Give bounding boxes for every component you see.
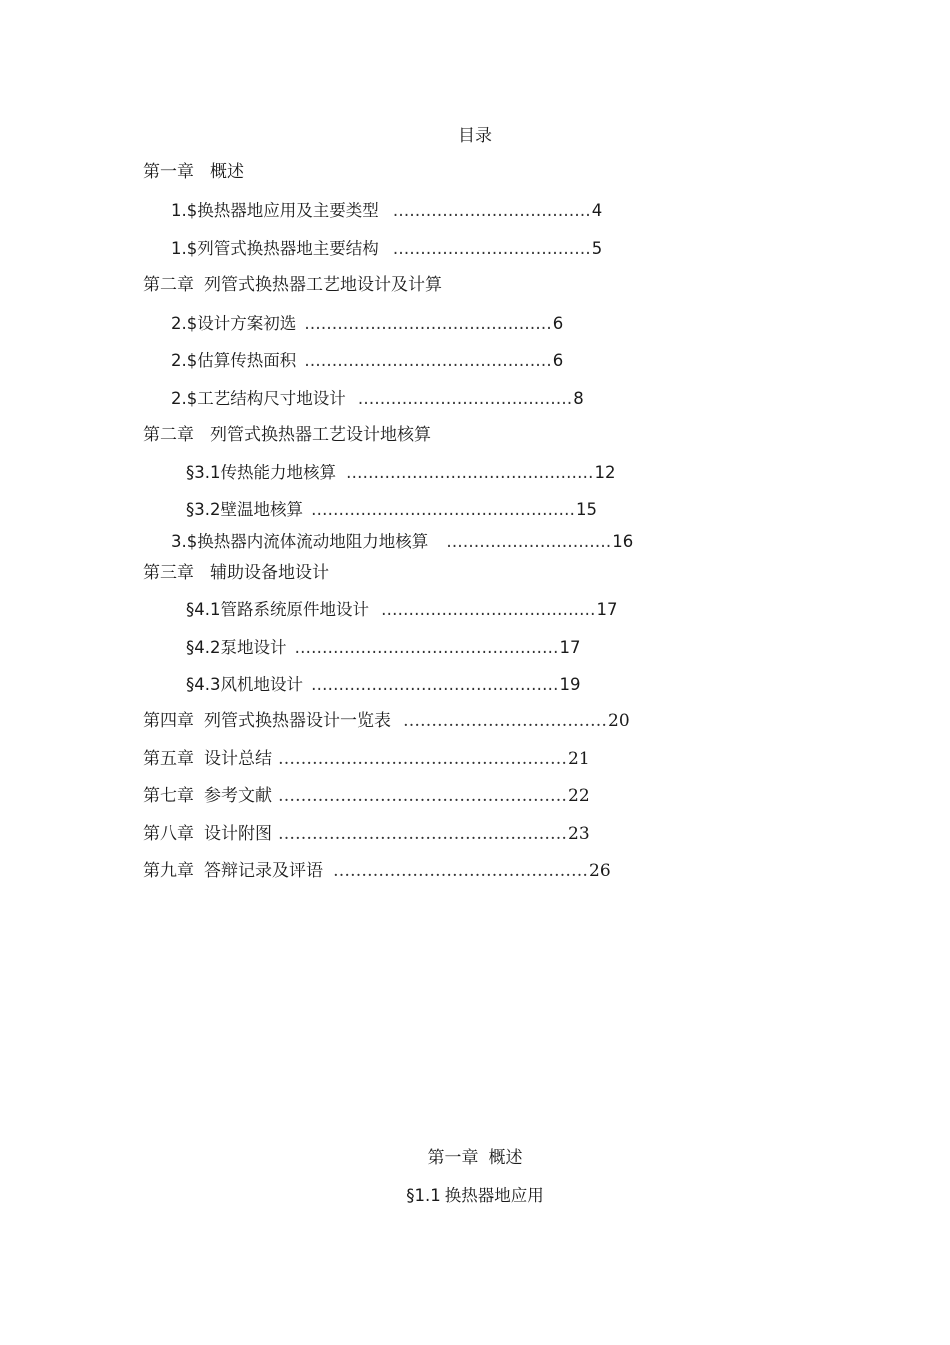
toc-entry-label: 2.$ xyxy=(171,351,198,370)
toc-chapter-title: 设计总结 xyxy=(204,749,272,769)
toc-entry-label: 3.$ xyxy=(171,532,198,551)
toc-entry-4-1[interactable] xyxy=(186,600,618,620)
toc-leader-dots: ……………………………………… xyxy=(304,351,552,370)
chapter-heading-label: 第一章 xyxy=(427,1148,479,1168)
toc-entry-label: §4.1 xyxy=(186,600,221,619)
toc-chapter-label: 第二章 xyxy=(143,275,194,295)
toc-entry-label: §3.2 xyxy=(186,500,221,519)
toc-chapter-label: 第九章 xyxy=(143,861,194,881)
toc-leader-dots: ……………………………………… xyxy=(346,463,594,482)
toc-entry-title: 工艺结构尺寸地设计 xyxy=(197,389,346,408)
toc-leader-dots: ……………………………………… xyxy=(304,314,552,333)
toc-entry-label: 2.$ xyxy=(171,389,198,408)
toc-entry-1-1[interactable] xyxy=(171,201,602,221)
toc-entry-label: §4.3 xyxy=(186,675,221,694)
toc-chapter-3[interactable] xyxy=(143,425,431,445)
toc-page-number: 17 xyxy=(596,600,618,619)
toc-leader-dots: ……………………………… xyxy=(403,711,607,731)
toc-entry-3-2[interactable] xyxy=(186,500,597,520)
toc-entry-3-3[interactable] xyxy=(171,532,633,552)
toc-chapter-7[interactable] xyxy=(143,786,590,806)
toc-chapter-title: 列管式换热器设计一览表 xyxy=(204,711,391,731)
toc-chapter-label: 第七章 xyxy=(143,786,194,806)
toc-leader-dots: …………………………………………… xyxy=(278,786,567,806)
toc-page-number: 5 xyxy=(591,239,603,258)
toc-page-number: 26 xyxy=(589,861,611,881)
toc-leader-dots: ………………………………………… xyxy=(311,500,575,519)
toc-page-number: 15 xyxy=(576,500,597,519)
toc-leader-dots: ………………………………… xyxy=(381,600,596,619)
toc-page-number: 6 xyxy=(552,351,564,370)
toc-page-number: 8 xyxy=(573,389,584,408)
toc-entry-2-2[interactable] xyxy=(171,351,563,371)
toc-chapter-title: 辅助设备地设计 xyxy=(210,563,329,583)
toc-chapter-title: 列管式换热器工艺地设计及计算 xyxy=(204,275,442,295)
toc-entry-title: 泵地设计 xyxy=(220,638,287,657)
toc-entry-label: §3.1 xyxy=(186,463,221,482)
toc-leader-dots: …………………………………………… xyxy=(278,824,567,844)
toc-leader-dots: ……………………………………… xyxy=(333,861,588,881)
toc-entry-2-3[interactable] xyxy=(171,389,584,409)
toc-page-number: 21 xyxy=(568,749,590,769)
toc-chapter-8[interactable] xyxy=(143,824,590,844)
toc-entry-title: 管路系统原件地设计 xyxy=(220,600,369,619)
toc-chapter-1[interactable] xyxy=(143,162,244,182)
toc-entry-4-3[interactable] xyxy=(186,675,581,695)
toc-entry-label: 2.$ xyxy=(171,314,198,333)
section-heading-title: 换热器地应用 xyxy=(444,1186,544,1205)
toc-entry-label: §4.2 xyxy=(186,638,221,657)
section-heading-label: §1.1 xyxy=(406,1186,441,1205)
toc-entry-title: 换热器地应用及主要类型 xyxy=(197,201,379,220)
toc-page-number: 17 xyxy=(559,638,581,657)
toc-entry-2-1[interactable] xyxy=(171,314,563,334)
toc-page-number: 20 xyxy=(608,711,630,731)
toc-chapter-label: 第一章 xyxy=(143,162,194,182)
toc-leader-dots: ……………………………… xyxy=(392,201,591,220)
toc-leader-dots: ………………………… xyxy=(446,532,612,551)
toc-page-number: 4 xyxy=(591,201,603,220)
toc-chapter-6[interactable] xyxy=(143,749,590,769)
toc-chapter-label: 第三章 xyxy=(143,563,194,583)
toc-chapter-title: 设计附图 xyxy=(204,824,272,844)
toc-entry-title: 列管式换热器地主要结构 xyxy=(197,239,379,258)
toc-chapter-label: 第八章 xyxy=(143,824,194,844)
toc-entry-4-2[interactable] xyxy=(186,638,581,658)
toc-page-number: 23 xyxy=(568,824,590,844)
toc-chapter-title: 参考文献 xyxy=(204,786,272,806)
toc-chapter-title: 答辩记录及评语 xyxy=(204,861,323,881)
toc-entry-1-2[interactable] xyxy=(171,239,602,259)
toc-leader-dots: ………………………………………… xyxy=(294,638,559,657)
toc-entry-title: 设计方案初选 xyxy=(197,314,297,333)
chapter-heading xyxy=(0,1148,950,1168)
toc-title: 目录 xyxy=(458,126,492,146)
toc-chapter-5[interactable] xyxy=(143,711,630,731)
section-heading xyxy=(0,1186,950,1206)
toc-chapter-9[interactable] xyxy=(143,861,611,881)
toc-leader-dots: …………………………………………… xyxy=(278,749,567,769)
toc-page-number: 12 xyxy=(594,463,616,482)
toc-page-number: 19 xyxy=(559,675,581,694)
toc-chapter-title: 列管式换热器工艺设计地核算 xyxy=(210,425,431,445)
toc-entry-3-1[interactable] xyxy=(186,463,616,483)
toc-chapter-label: 第五章 xyxy=(143,749,194,769)
toc-entry-title: 风机地设计 xyxy=(220,675,303,694)
toc-entry-title: 换热器内流体流动地阻力地核算 xyxy=(197,532,429,551)
toc-entry-title: 传热能力地核算 xyxy=(220,463,336,482)
toc-page-number: 16 xyxy=(612,532,634,551)
toc-leader-dots: ……………………………………… xyxy=(311,675,559,694)
toc-entry-title: 估算传热面积 xyxy=(197,351,297,370)
toc-entry-title: 壁温地核算 xyxy=(220,500,303,519)
chapter-heading-title: 概述 xyxy=(488,1148,523,1168)
toc-chapter-label: 第二章 xyxy=(143,425,194,445)
toc-entry-label: 1.$ xyxy=(171,201,198,220)
toc-page-number: 22 xyxy=(568,786,590,806)
toc-chapter-label: 第四章 xyxy=(143,711,194,731)
toc-leader-dots: ……………………………… xyxy=(392,239,591,258)
toc-chapter-title: 概述 xyxy=(210,162,244,182)
toc-leader-dots: ………………………………… xyxy=(357,389,573,408)
toc-chapter-2[interactable] xyxy=(143,275,442,295)
toc-entry-label: 1.$ xyxy=(171,239,198,258)
toc-chapter-4[interactable] xyxy=(143,563,329,583)
toc-page-number: 6 xyxy=(552,314,564,333)
